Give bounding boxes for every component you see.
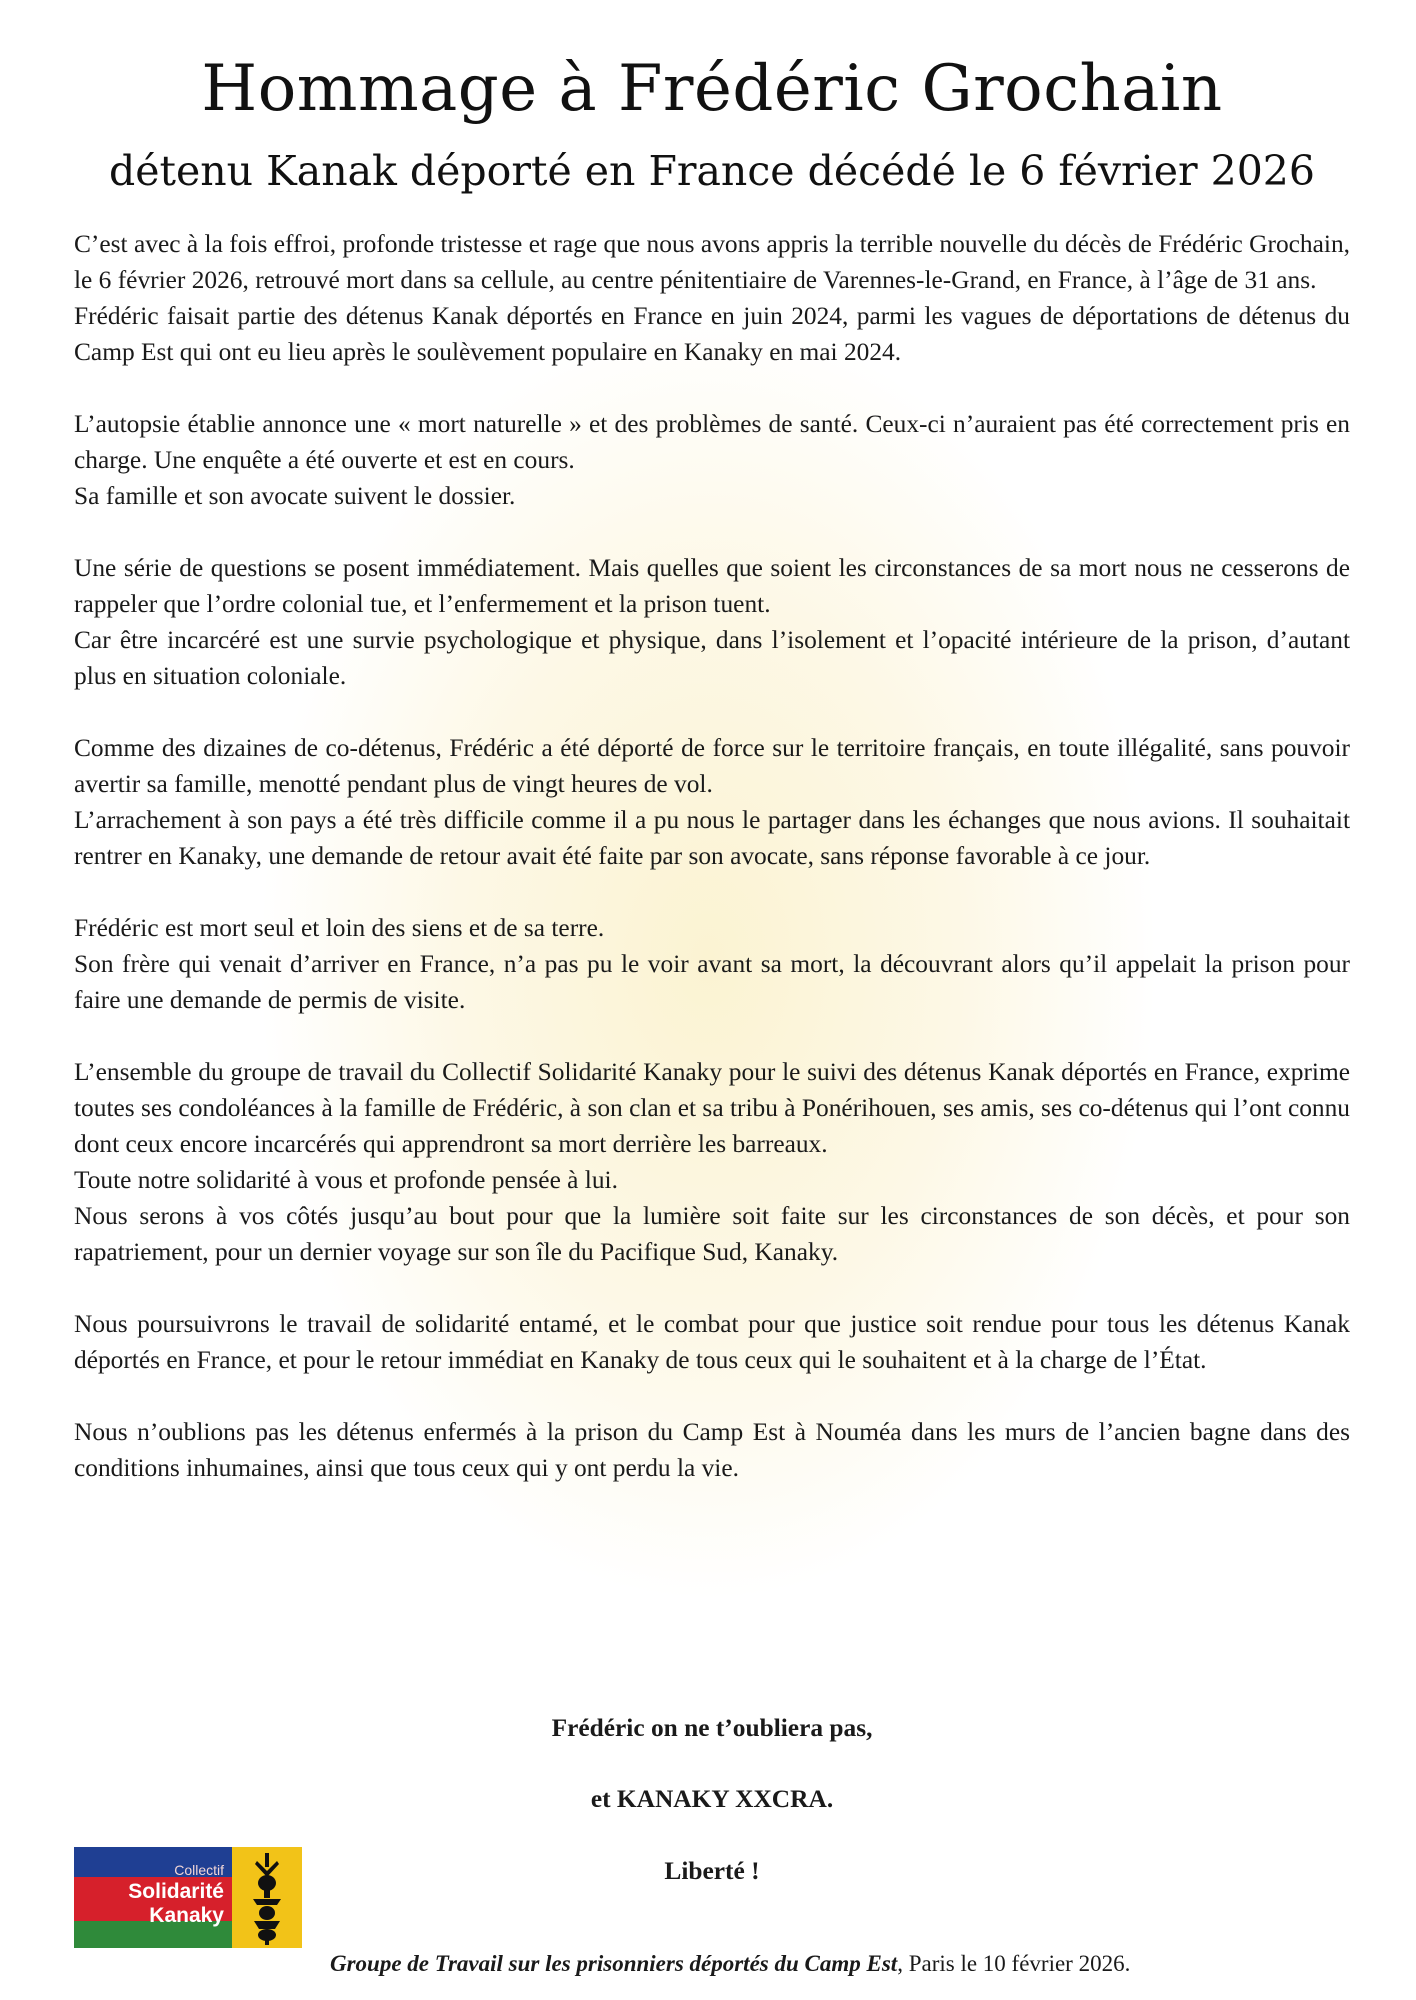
signature-place-date: , Paris le 10 février 2026. [897, 1951, 1131, 1976]
logo-text-collectif: Collectif [174, 1862, 224, 1878]
paragraph: Car être incarcéré est une survie psychologique et physique, dans l’isolement et l’opacité intérieure de la prison, d’autant plus en situation coloniale. [74, 626, 1350, 690]
closing-line-1: Frédéric on ne t’oubliera pas, [551, 1714, 873, 1742]
paragraph: Nous n’oublions pas les détenus enfermés à la prison du Camp Est à Nouméa dans les murs de l’ancien bagne dans des conditions inhumaines, ainsi que tous ceux qui y ont perdu la vie. [74, 1418, 1350, 1482]
paragraph: Toute notre solidarité à vous et profonde pensée à lui. [74, 1166, 618, 1194]
paragraph: Frédéric est mort seul et loin des siens et de sa terre. [74, 914, 605, 942]
signature-group: Groupe de Travail sur les prisonniers déportés du Camp Est [330, 1951, 898, 1976]
document-body [74, 226, 1350, 1486]
paragraph: Comme des dizaines de co-détenus, Frédéric a été déporté de force sur le territoire français, en toute illégalité, sans pouvoir avertir sa famille, menotté pendant plus de vingt heures de vol. [74, 734, 1350, 798]
paragraph: C’est avec à la fois effroi, profonde tristesse et rage que nous avons appris la terrible nouvelle du décès de Frédéric Grochain, le 6 février 2026, retrouvé mort dans sa cellule, au centre pénitentiaire de Varennes-le-Grand, en France, à l’âge de 31 ans. [74, 230, 1350, 294]
logo-text-kanaky: Kanaky [149, 1904, 224, 1927]
signature-line [330, 1951, 1130, 1977]
paragraph: Nous poursuivrons le travail de solidarité entamé, et le combat pour que justice soit rendue pour tous les détenus Kanak déportés en France, et pour le retour immédiat en Kanaky de tous ceux qui le souhaitent et à la charge de l’État. [74, 1310, 1350, 1374]
page-title: Hommage à Frédéric Grochain [201, 52, 1223, 126]
paragraph: L’arrachement à son pays a été très difficile comme il a pu nous le partager dans les échanges que nous avions. Il souhaitait rentrer en Kanaky, une demande de retour avait été faite par son avocate, sans réponse favorable à ce jour. [74, 806, 1350, 870]
paragraph: Sa famille et son avocate suivent le dossier. [74, 482, 516, 510]
closing-line-3: Liberté ! [664, 1857, 760, 1885]
logo-text-solidarite: Solidarité [128, 1880, 224, 1903]
closing-line-2: et KANAKY XXCRA. [590, 1785, 834, 1813]
paragraph: L’ensemble du groupe de travail du Collectif Solidarité Kanaky pour le suivi des détenus Kanak déportés en France, exprime toutes ses condoléances à la famille de Frédéric, à son clan et sa tribu à Ponérihouen, ses amis, ses co-détenus qui l’ont connu dont ceux encore incarcérés qui apprendront sa mort derrière les barreaux. [74, 1058, 1350, 1158]
page-subtitle: détenu Kanak déporté en France décédé le 6 février 2026 [109, 147, 1315, 195]
paragraph: Frédéric faisait partie des détenus Kanak déportés en France en juin 2024, parmi les vagues de déportations de détenus du Camp Est qui ont eu lieu après le soulèvement populaire en Kanaky en mai 2024. [74, 302, 1350, 366]
paragraph: Nous serons à vos côtés jusqu’au bout pour que la lumière soit faite sur les circonstances de son décès, et pour son rapatriement, pour un dernier voyage sur son île du Pacifique Sud, Kanaky. [74, 1202, 1350, 1266]
paragraph: Son frère qui venait d’arriver en France, n’a pas pu le voir avant sa mort, la découvrant alors qu’il appelait la prison pour faire une demande de permis de visite. [74, 950, 1350, 1014]
collectif-logo [74, 1847, 302, 1948]
fleche-faitiere-icon [244, 1853, 290, 1945]
paragraph: Une série de questions se posent immédiatement. Mais quelles que soient les circonstances de sa mort nous ne cesserons de rappeler que l’ordre colonial tue, et l’enfermement et la prison tuent. [74, 554, 1350, 618]
paragraph: L’autopsie établie annonce une « mort naturelle » et des problèmes de santé. Ceux-ci n’auraient pas été correctement pris en charge. Une enquête a été ouverte et est en cours. [74, 410, 1350, 474]
